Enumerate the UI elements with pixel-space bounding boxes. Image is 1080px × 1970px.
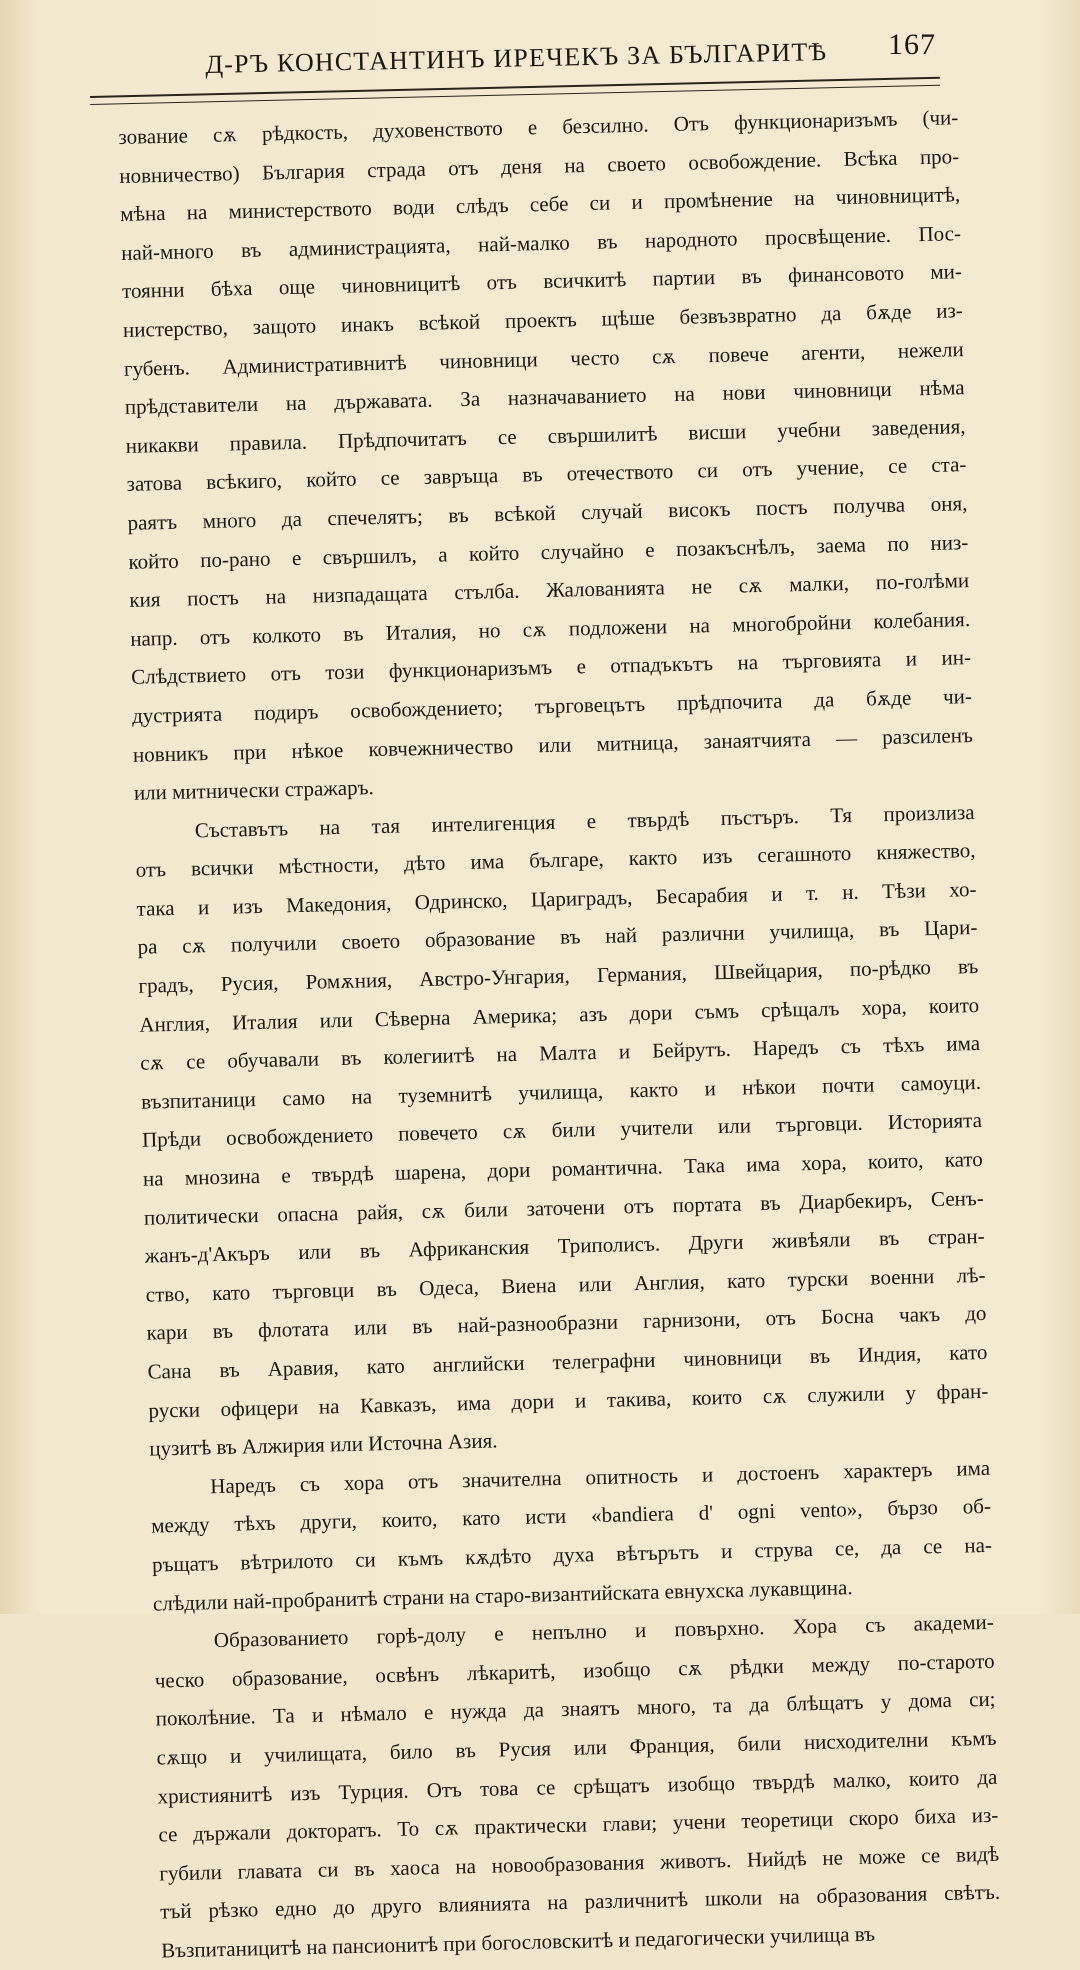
body-text [118,98,1001,1970]
running-title: Д-РЪ КОНСТАНТИНЪ ИРЕЧЕКЪ ЗА БЪЛГАРИТѢ [205,36,828,79]
text-line: Образованието горѣ-долу е непълно и повърхно. Хора съ академи- [213,1609,994,1653]
text-line: ра сѫ получили своето образование въ най различни училища, въ Цари- [137,915,978,960]
text-line: ческо образование, освѣнъ лѣкаритѣ, изобщо сѫ рѣдки между по-старото [154,1648,995,1693]
text-line: слѣдили най-пробранитѣ страни на старо-византийската евнухска лукавщина. [152,1574,853,1616]
text-line: Съставътъ на тая интелигенция е твърдѣ пъстъръ. Тя произлиза [194,799,975,843]
text-line: жанъ-д'Акъръ или въ Африканския Триполисъ. Други живѣяли въ стран- [144,1224,985,1268]
text-line: на мнозина е твърдѣ шарена, дори романтична. Така има хора, които, като [142,1146,984,1191]
text-line: възпитаници само на туземнитѣ училища, както и нѣкои почти самоуци. [140,1069,982,1114]
text-line: новникъ при нѣкое ковчежничество или митница, занаятчията — разсиленъ [132,722,974,767]
text-line: губили главата си въ хаоса на новообразования животъ. Нийдѣ не може се видѣ [159,1841,1000,1886]
text-line: Англия, Италия или Сѣверна Америка; азъ дори съмъ срѣщалъ хора, които [139,992,980,1037]
text-line: Възпитаницитѣ на пансионитѣ при богословскитѣ и педагогически училища въ [160,1921,876,1963]
text-line: напр. отъ колкото въ Италия, но сѫ подложени на многобройни колебания. [129,606,971,651]
paragraph [118,98,974,812]
text-line: мѣна на министерството води слѣдъ себе си и промѣнение на чиновницитѣ, [119,182,961,227]
text-line: политически опасна райя, сѫ били заточени отъ портата въ Диарбекиръ, Сенъ- [143,1185,984,1230]
paragraph [150,1449,993,1623]
text-line: зование сѫ рѣдкость, духовенството е безсилно. Отъ функционаризъмъ (чи- [118,105,959,149]
text-line: сѫ се обучавали въ колегиитѣ на Малта и Бейрутъ. Наредъ съ тѣхъ има [139,1031,981,1075]
text-line: раятъ много да спечелятъ; въ всѣкой случай високъ постъ получва оня, [127,491,968,535]
text-line: затова всѣкиго, който се завръща въ отечеството си отъ учение, се ста- [126,452,967,497]
text-line: тоянни бѣха още чиновницитѣ отъ всичкитѣ партии въ финансовото ми- [121,259,963,304]
page-number: 167 [888,28,936,61]
text-line: градъ, Русия, Ромѫния, Австро-Унгария, Германия, Швейцария, по-рѣдко въ [138,954,979,998]
paragraph [134,793,989,1469]
text-line: новничество) България страда отъ деня на своето освобождение. Всѣка про- [119,143,960,188]
text-line: се държали докторатъ. То сѫ практически глави; учени теоретици скоро биха из- [158,1802,999,1847]
text-line: или митнически стражаръ. [133,775,374,805]
text-line: сѫщо и училищата, било въ Русия или Франция, били нисходителни къмъ [156,1725,997,1770]
text-line: Наредъ съ хора отъ значителна опитность и достоенъ характеръ има [209,1455,991,1498]
text-line: дустрията подиръ освобождението; търговецътъ прѣдпочита да бѫде чи- [131,683,973,728]
text-line: Прѣди освобождението повечето сѫ били учители или търговци. Историята [141,1108,983,1153]
text-line: между тѣхъ други, които, като исти «bandiera d' ogni vento», бързо об- [150,1494,992,1538]
text-line: прѣдставители на държавата. За назначаванието на нови чиновници нѣма [124,375,965,420]
text-line: поколѣние. Та и нѣмало е нужда да знаятъ много, та да блѣщатъ у дома си; [155,1687,996,1731]
text-line: ръщатъ вѣтрилото си къмъ кѫдѣто духа вѣтърътъ и струва се, да се на- [151,1532,993,1577]
text-line: който по-рано е свършилъ, а който случайно е позакъснѣлъ, заема по низ- [128,529,969,574]
text-line: Сана въ Аравия, като английски телеграфни чиновници въ Индия, като [147,1339,988,1384]
text-line: кия постъ на низпадащата стълба. Жалованията не сѫ малки, по-голѣми [129,568,970,612]
text-line: така и изъ Македония, Одринско, Цариградъ, Бесарабия и т. н. Тѣзи хо- [136,876,977,921]
text-line: Слѣдствието отъ този функционаризъмъ е отпадъкътъ на търговията и ин- [130,645,972,690]
text-line: християнитѣ изъ Турция. Отъ това се срѣщатъ изобщо твърдѣ малко, които да [157,1764,998,1809]
text-line: руски офицери на Кавказъ, има дори и такива, които сѫ служили у фран- [148,1378,989,1423]
text-line: отъ всички мѣстности, дѣто има българе, както изъ сегашното княжество, [135,838,976,883]
text-line: най-много въ администрацията, най-малко въ народното просвѣщение. Пос- [120,220,962,265]
text-line: ство, като търговци въ Одеса, Виена или Англия, като турски военни лѣ- [145,1262,986,1307]
text-line: тъй рѣзко едно до друго влиянията на различнитѣ школи на образования свѣтъ. [159,1880,1001,1924]
text-line: нистерство, защото инакъ всѣкой проектъ щѣше безвъзвратно да бѫде из- [122,298,964,342]
text-line: цузитѣ въ Алжирия или Источна Азия. [149,1428,498,1461]
text-line: кари въ флотата или въ най-разнообразни гарнизони, отъ Босна чакъ до [146,1301,987,1346]
text-line: губенъ. Административнитѣ чиновници често сѫ повече агенти, нежели [123,336,964,381]
paragraph [153,1603,1001,1970]
text-line: никакви правила. Прѣдпочитатъ се свършилитѣ висши учебни заведения, [125,413,966,458]
